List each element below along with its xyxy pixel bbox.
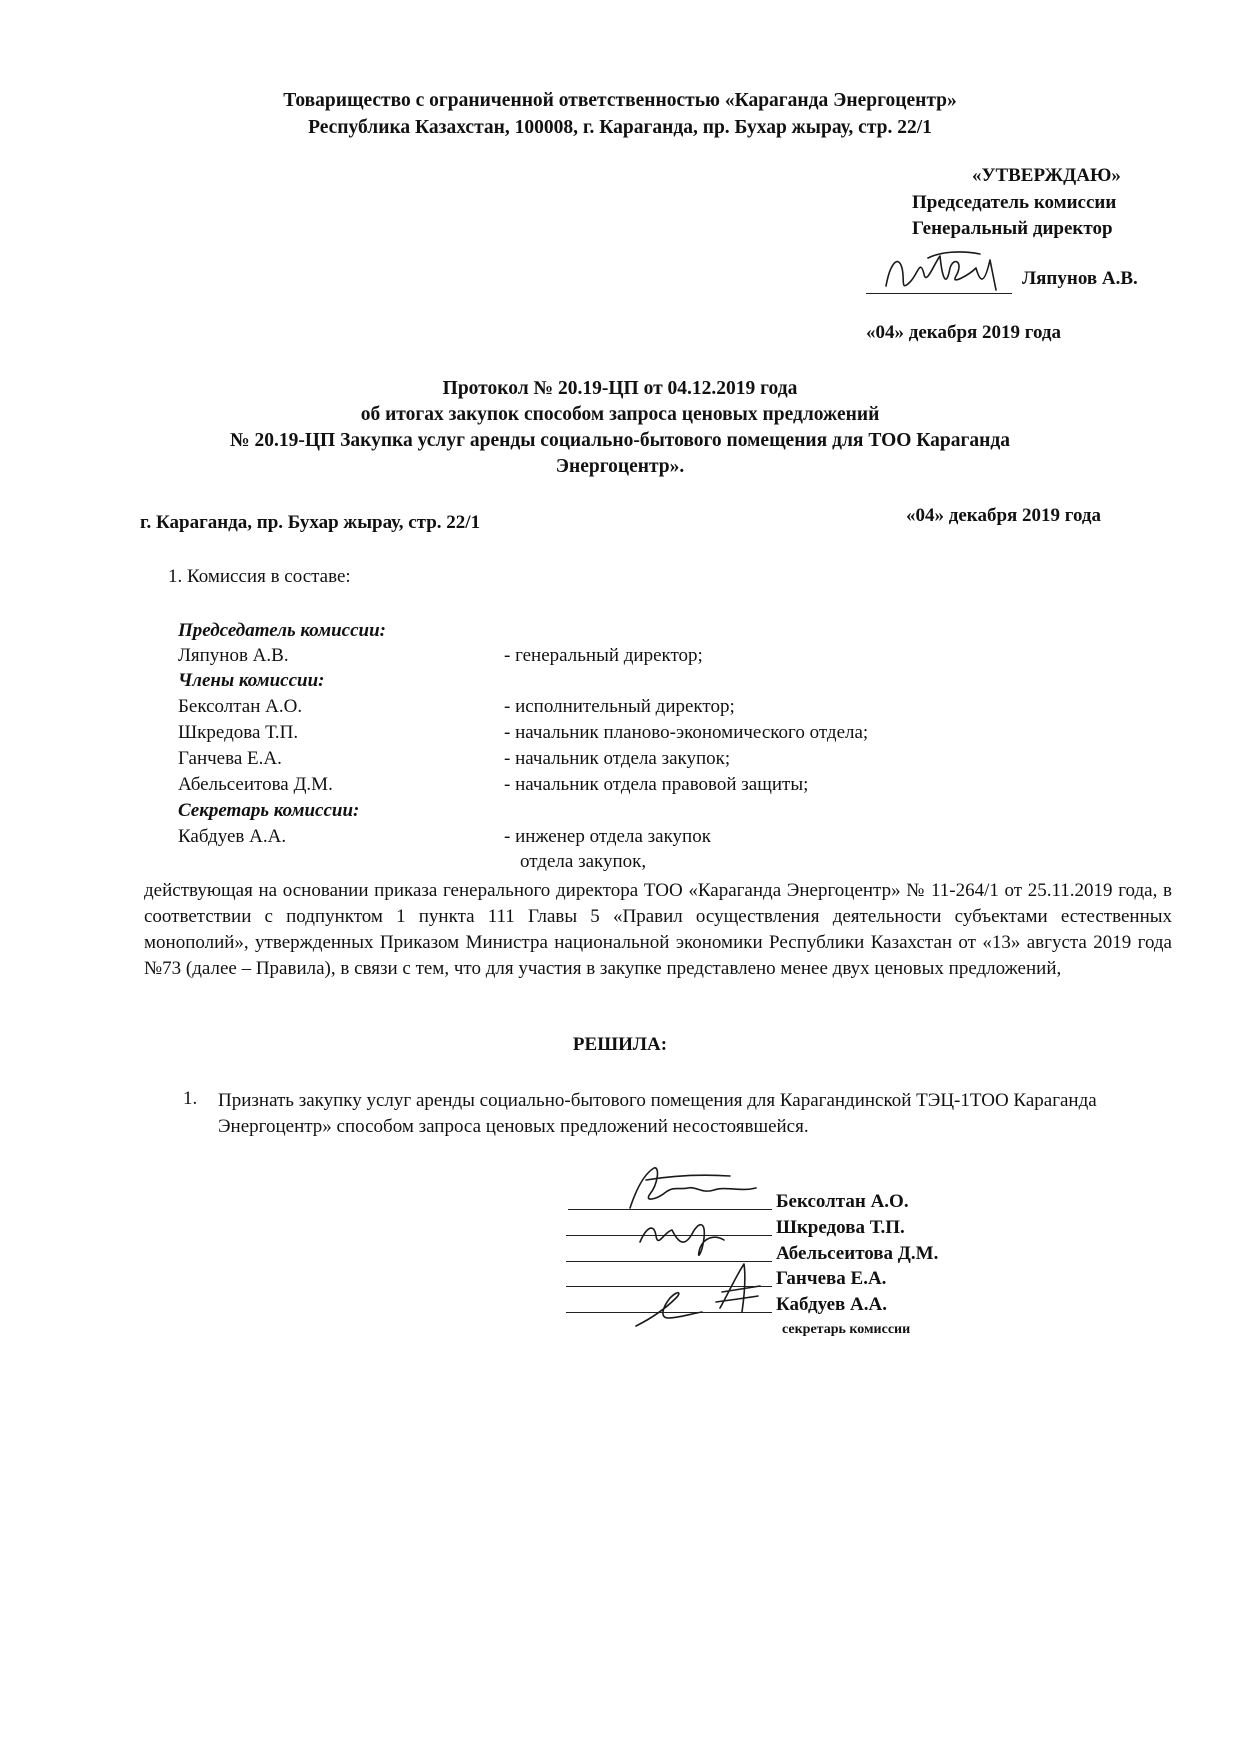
decision-item-text: Признать закупку услуг аренды социально-бытового помещения для Карагандинской ТЭЦ-1ТОО Караганда Энергоцентр» способом запроса ценовых предложений несостоявшейся. (218, 1090, 1097, 1137)
approver-name: Ляпунов А.В. (1022, 268, 1138, 289)
company-address: Республика Казахстан, 100008, г. Караганда, пр. Бухар жырау, стр. 22/1 (308, 117, 932, 138)
member-role: - исполнительный директор; (504, 696, 735, 717)
signer-name: Кабдуев А.А. (776, 1294, 887, 1315)
member-role: - начальник планово-экономического отдела; (504, 722, 869, 743)
secretary-heading: Секретарь комиссии: (178, 800, 360, 821)
handwritten-signature (630, 1282, 730, 1332)
signer-name: Бексолтан А.О. (776, 1191, 909, 1212)
secretary-role-cont: отдела закупок, (520, 851, 647, 872)
signer-name: Ганчева Е.А. (776, 1268, 887, 1289)
approver-role-chair: Председатель комиссии (912, 192, 1117, 213)
decision-item-number: 1. (183, 1088, 198, 1109)
member-name: Шкредова Т.П. (178, 722, 299, 743)
approval-date: «04» декабря 2019 года (866, 322, 1062, 343)
secretary-caption: секретарь комиссии (782, 1322, 911, 1337)
protocol-subtitle: об итогах закупок способом запроса ценовых предложений (360, 404, 880, 425)
commission-intro: 1. Комиссия в составе: (168, 566, 351, 587)
protocol-subject-cont: Энергоцентр». (555, 456, 685, 477)
meeting-place: г. Караганда, пр. Бухар жырау, стр. 22/1 (140, 512, 481, 533)
approver-role-director: Генеральный директор (912, 218, 1113, 239)
member-name: Ганчева Е.А. (178, 748, 282, 769)
member-role: - начальник отдела правовой защиты; (504, 774, 809, 795)
approve-stamp: «УТВЕРЖДАЮ» (972, 165, 1121, 186)
secretary-role: - инженер отдела закупок (504, 826, 711, 847)
approver-signature (880, 246, 1020, 301)
member-role: - начальник отдела закупок; (504, 748, 731, 769)
secretary-name: Кабдуев А.А. (178, 826, 287, 847)
handwritten-signature (610, 1160, 770, 1215)
members-heading: Члены комиссии: (178, 670, 325, 691)
company-name: Товарищество с ограниченной ответственностью «Караганда Энергоцентр» (283, 90, 957, 111)
member-name: Бексолтан А.О. (178, 696, 303, 717)
chair-name: Ляпунов А.В. (178, 645, 289, 666)
decision-heading: РЕШИЛА: (572, 1034, 668, 1055)
member-name: Абельсеитова Д.М. (178, 774, 333, 795)
protocol-subject: № 20.19-ЦП Закупка услуг аренды социально-бытового помещения для ТОО Караганда (230, 430, 1010, 451)
meeting-date: «04» декабря 2019 года (906, 505, 1102, 526)
protocol-title: Протокол № 20.19-ЦП от 04.12.2019 года (442, 378, 798, 399)
basis-paragraph: действующая на основании приказа генерального директора ТОО «Караганда Энергоцентр» № 11-264/1 от 25.11.2019 года, в соответствии с подпунктом 1 пункта 111 Главы 5 «Правил осуществления деятельности субъектами естественных монополий», утвержденных Приказом Министра национальной экономики Республики Казахстан от «13» августа 2019 года №73 (далее – Правила), в связи с тем, что для участия в закупке представлено менее двух ценовых предложений, (144, 880, 1172, 979)
signer-name: Шкредова Т.П. (776, 1217, 905, 1238)
signer-name: Абельсеитова Д.М. (776, 1243, 939, 1264)
chair-heading: Председатель комиссии: (178, 620, 386, 641)
chair-role: - генеральный директор; (504, 645, 703, 666)
